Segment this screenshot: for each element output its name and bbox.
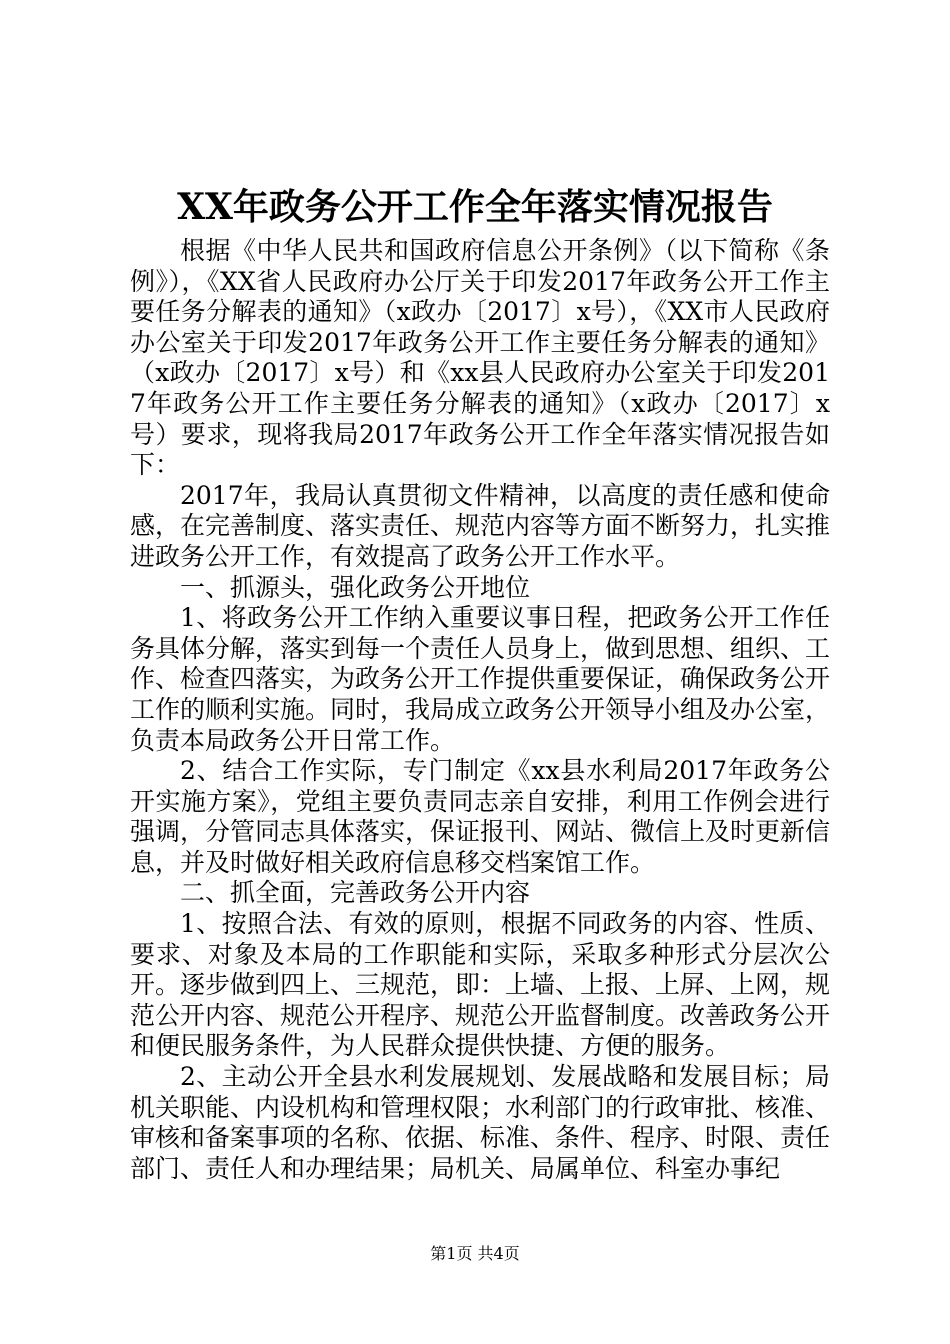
document-body — [130, 236, 830, 1184]
paragraph-summary: 2017年，我局认真贯彻文件精神，以高度的责任感和使命感，在完善制度、落实责任、规范内容等方面不断努力，扎实推进政务公开工作，有效提高了政务公开工作水平。 — [130, 480, 831, 571]
page-footer: 第1页 共4页 — [430, 1244, 520, 1263]
paragraph-intro: 根据《中华人民共和国政府信息公开条例》（以下简称《条例》），《XX省人民政府办公厅关于印发2017年政务公开工作主要任务分解表的通知》（x政办〔2017〕x号），《XX市人民政府办公室关于印发2017年政务公开工作主要任务分解表的通知》（x政办〔2017〕x号）和《xx县人民政府办公室关于印发2017年政务公开工作主要任务分解表的通知》（x政办〔2017〕x号）要求，现将我局2017年政务公开工作全年落实情况报告如下： — [130, 236, 830, 480]
paragraph-1-1: 1、将政务公开工作纳入重要议事日程，把政务公开工作任务具体分解，落实到每一个责任人员身上，做到思想、组织、工作、检查四落实，为政务公开工作提供重要保证，确保政务公开工作的顺利实施。同时，我局成立政务公开领导小组及办公室，负责本局政务公开日常工作。 — [130, 603, 831, 755]
section-heading-1: 一、抓源头，强化政务公开地位 — [180, 572, 531, 602]
paragraph-2-2: 2、主动公开全县水利发展规划、发展战略和发展目标；局机关职能、内设机构和管理权限；水利部门的行政审批、核准、审核和备案事项的名称、依据、标准、条件、程序、时限、责任部门、责任人和办理结果；局机关、局属单位、科室办事纪 — [130, 1062, 831, 1183]
document-title: XX年政务公开工作全年落实情况报告 — [177, 186, 773, 228]
section-heading-2: 二、抓全面，完善政务公开内容 — [180, 878, 531, 908]
paragraph-2-1: 1、按照合法、有效的原则，根据不同政务的内容、性质、要求、对象及本局的工作职能和实际，采取多种形式分层次公开。逐步做到四上、三规范，即：上墙、上报、上屏、上网，规范公开内容、规范公开程序、规范公开监督制度。改善政务公开和便民服务条件，为人民群众提供快捷、方便的服务。 — [130, 909, 831, 1061]
paragraph-1-2: 2、结合工作实际，专门制定《xx县水利局2017年政务公开实施方案》，党组主要负责同志亲自安排，利用工作例会进行强调，分管同志具体落实，保证报刊、网站、微信上及时更新信息，并及时做好相关政府信息移交档案馆工作。 — [130, 756, 831, 877]
